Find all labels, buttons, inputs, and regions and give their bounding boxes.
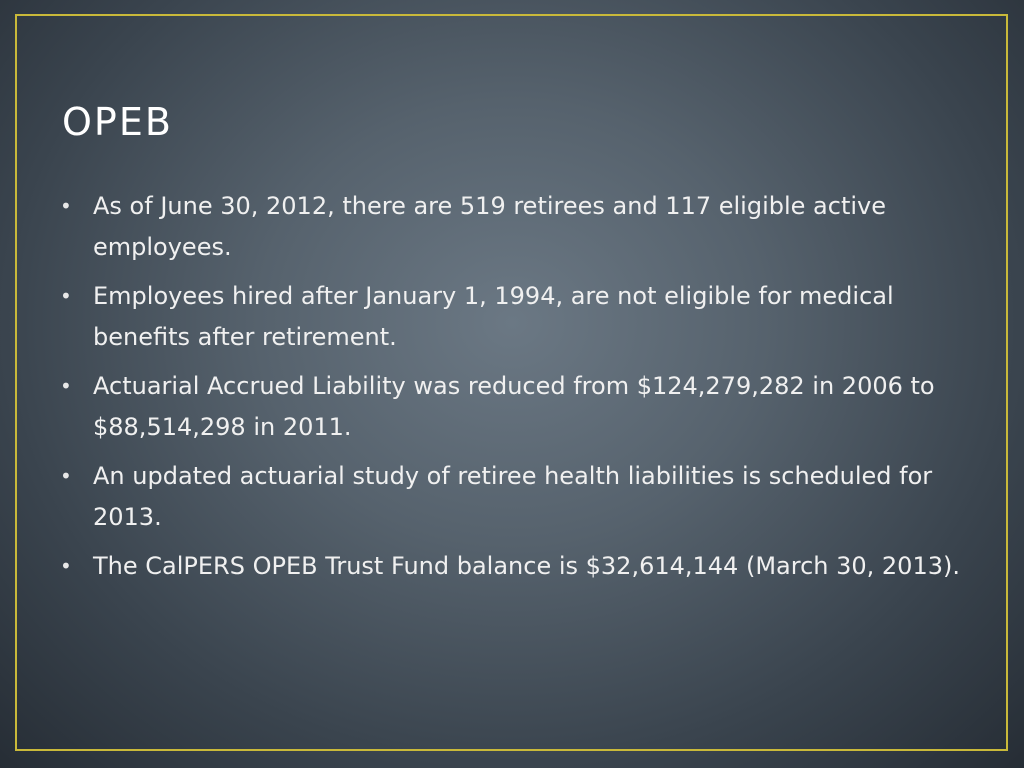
- slide-title: OPEB: [62, 100, 173, 144]
- bullet-list: [60, 186, 960, 595]
- bullet-marker: •: [60, 464, 72, 488]
- bullet-marker: •: [60, 194, 72, 218]
- bullet-marker: •: [60, 374, 72, 398]
- bullet-item: [60, 186, 960, 268]
- bullet-item: [60, 276, 960, 358]
- bullet-text: Actuarial Accrued Liability was reduced from $124,279,282 in 2006 to $88,514,298 in 2011.: [93, 372, 935, 441]
- bullet-item: [60, 546, 960, 587]
- bullet-text: An updated actuarial study of retiree health liabilities is scheduled for 2013.: [93, 462, 933, 531]
- bullet-text: Employees hired after January 1, 1994, are not eligible for medical benefits after retirement.: [93, 282, 894, 351]
- bullet-marker: •: [60, 284, 72, 308]
- bullet-item: [60, 366, 960, 448]
- bullet-text: As of June 30, 2012, there are 519 retirees and 117 eligible active employees.: [93, 192, 886, 261]
- bullet-marker: •: [60, 554, 72, 578]
- bullet-item: [60, 456, 960, 538]
- bullet-text: The CalPERS OPEB Trust Fund balance is $32,614,144 (March 30, 2013).: [93, 552, 960, 580]
